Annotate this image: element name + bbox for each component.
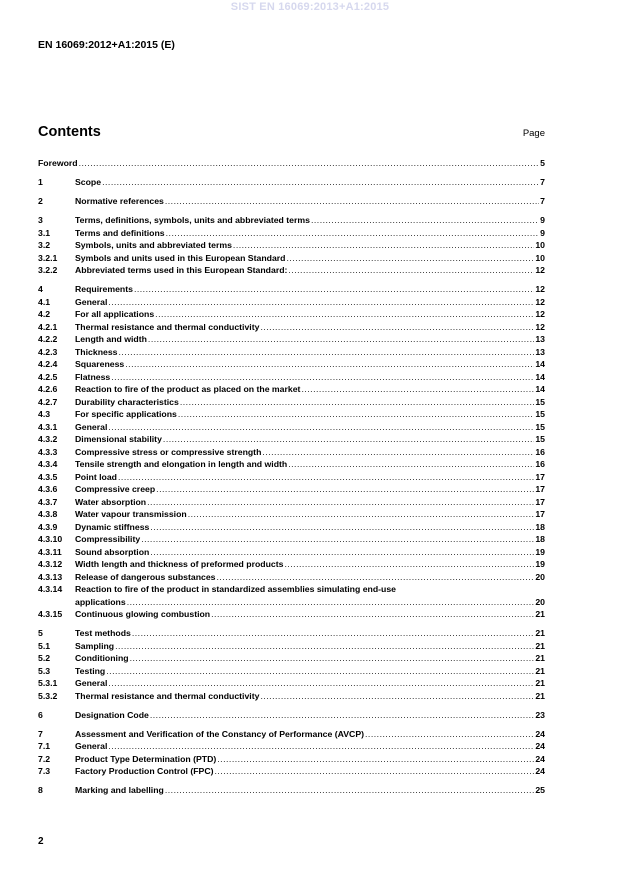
toc-entry-title: Compressive stress or compressive strength	[75, 446, 262, 457]
toc-entry-page: 10	[535, 252, 545, 263]
toc-entry-number: 5	[38, 628, 43, 638]
toc-entry-page: 15	[535, 421, 545, 432]
toc-entry-title: Width length and thickness of preformed products	[75, 559, 284, 569]
toc-entry-title: Sampling	[75, 640, 115, 651]
toc-entry[interactable]	[38, 640, 545, 653]
toc-entry[interactable]	[38, 333, 545, 346]
toc-entry-title: General	[75, 678, 108, 688]
toc-entry-page: 16	[535, 446, 545, 457]
toc-entry[interactable]	[38, 627, 545, 640]
toc-entry-number: 4.3.9	[38, 521, 58, 532]
dot-leader	[108, 740, 534, 753]
toc-entry-page: 17	[535, 509, 545, 519]
dot-leader	[108, 677, 534, 690]
toc-entry-page: 24	[535, 766, 545, 776]
dot-leader	[233, 239, 534, 252]
toc-entry-page: 15	[535, 396, 545, 407]
dot-leader	[260, 690, 534, 703]
toc-entry-page: 12	[535, 265, 545, 275]
toc-entry-number: 4.3.6	[38, 484, 58, 494]
toc-entry-title: Length and width	[75, 334, 147, 344]
toc-entry[interactable]	[38, 321, 545, 334]
dot-leader	[130, 652, 535, 665]
toc-entry[interactable]	[38, 677, 545, 690]
toc-entry[interactable]	[38, 508, 545, 521]
toc-entry-title: Dimensional stability	[75, 434, 162, 444]
dot-leader	[108, 421, 534, 434]
toc-entry-title: Tensile strength and elongation in length and width	[75, 459, 288, 469]
toc-entry-number: 3	[38, 215, 43, 225]
toc-entry-number: 7.1	[38, 741, 51, 751]
toc-entry-title: Normative references	[75, 196, 164, 206]
toc-entry-title: Requirements	[75, 284, 133, 294]
toc-entry-page: 23	[535, 709, 545, 720]
toc-entry-title: Conditioning	[75, 653, 129, 663]
toc-entry-page: 21	[535, 665, 545, 676]
dot-leader	[119, 346, 535, 359]
toc-entry[interactable]	[38, 308, 545, 321]
toc-entry-title: Squareness	[75, 359, 125, 369]
toc-entry[interactable]	[38, 471, 545, 484]
toc-entry[interactable]	[38, 176, 545, 189]
toc-entry-page: 24	[535, 753, 545, 764]
dot-leader	[262, 446, 534, 459]
toc-entry[interactable]	[38, 227, 545, 240]
toc-entry[interactable]	[38, 433, 545, 446]
toc-entry-number: 5.3	[38, 665, 51, 676]
toc-entry[interactable]	[38, 214, 545, 227]
toc-entry-number: 3.1	[38, 227, 51, 238]
dot-leader	[132, 627, 534, 640]
toc-entry-page: 21	[535, 690, 545, 701]
toc-entry-number: 4.3.4	[38, 459, 58, 469]
dot-leader	[165, 195, 539, 208]
toc-entry-page: 15	[535, 434, 545, 444]
toc-entry-title: Symbols and units used in this European Standard	[75, 252, 286, 263]
toc-entry-title: General	[75, 296, 108, 307]
toc-entry-number: 7.2	[38, 753, 51, 764]
toc-entry-page: 19	[535, 546, 545, 557]
toc-entry-page: 9	[540, 227, 545, 238]
toc-entry-number: 4.3.11	[38, 546, 62, 557]
dot-leader	[118, 471, 534, 484]
toc-entry-page: 16	[535, 459, 545, 469]
toc-entry-page: 20	[535, 596, 545, 607]
dot-leader	[163, 433, 534, 446]
toc-entry[interactable]	[38, 296, 545, 309]
toc-entry-number: 4.3	[38, 409, 51, 419]
toc-entry[interactable]	[38, 446, 545, 459]
toc-entry-page: 21	[535, 609, 545, 619]
toc-entry-title: For specific applications	[75, 409, 177, 419]
toc-entry-title: Sound absorption	[75, 546, 150, 557]
toc-entry-title: Factory Production Control (FPC)	[75, 766, 214, 776]
toc-entry-number: 4.2.2	[38, 334, 58, 344]
toc-entry-number: 4.2	[38, 309, 51, 319]
toc-entry-page: 10	[535, 240, 545, 250]
toc-entry-number: 5.3.1	[38, 678, 58, 688]
toc-entry-title: Symbols, units and abbreviated terms	[75, 240, 232, 250]
toc-entry-page: 21	[535, 678, 545, 688]
toc-entry-number: 4.3.5	[38, 471, 58, 482]
toc-entry-number: 4.3.7	[38, 496, 58, 507]
toc-entry-number: 4.3.1	[38, 421, 58, 432]
toc-entry[interactable]	[38, 571, 545, 584]
toc-entry-number: 4.2.3	[38, 346, 58, 357]
toc-entry-number: 4.3.3	[38, 446, 58, 457]
toc-entry[interactable]	[38, 558, 545, 571]
toc-entry[interactable]	[38, 157, 545, 170]
toc-entry-title: Water absorption	[75, 496, 147, 507]
toc-entry-page: 15	[535, 409, 545, 419]
toc-entry-number: 5.3.2	[38, 690, 58, 701]
toc-entry[interactable]	[38, 583, 545, 608]
toc-entry[interactable]	[38, 283, 545, 296]
toc-entry-number: 7	[38, 728, 43, 739]
dot-leader	[134, 283, 534, 296]
watermark: SIST EN 16069:2013+A1:2015	[230, 1, 390, 13]
toc-entry[interactable]	[38, 346, 545, 359]
toc-entry-page: 12	[535, 284, 545, 294]
dot-leader	[127, 596, 535, 609]
toc-entry[interactable]	[38, 608, 545, 621]
toc-entry-number: 7.3	[38, 766, 51, 776]
dot-leader	[165, 784, 535, 797]
toc-entry-page: 17	[535, 484, 545, 494]
toc-entry-page: 17	[535, 496, 545, 507]
toc-entry-title: Reaction to fire of the product in standardized assemblies simulating end-use	[75, 584, 397, 594]
toc-entry-title: Reaction to fire of the product as placed on the market	[75, 384, 301, 394]
dot-leader	[286, 252, 534, 265]
toc-entry-page: 12	[535, 309, 545, 319]
dot-leader	[288, 458, 534, 471]
toc-entry-page: 12	[535, 296, 545, 307]
toc-entry-title: Compressive creep	[75, 484, 156, 494]
dot-leader	[156, 483, 534, 496]
dot-leader	[111, 371, 534, 384]
toc-entry-page: 18	[535, 521, 545, 532]
toc-entry-page: 14	[535, 359, 545, 369]
toc-entry[interactable]	[38, 239, 545, 252]
toc-entry-title: Terms, definitions, symbols, units and abbreviated terms	[75, 215, 310, 225]
toc-entry[interactable]	[38, 483, 545, 496]
dot-leader	[188, 508, 535, 521]
toc-entry-number: 4.3.10	[38, 534, 63, 544]
toc-entry-page: 19	[535, 559, 545, 569]
toc-entry-title: Continuous glowing combustion	[75, 609, 211, 619]
toc-entry-number: 8	[38, 785, 43, 795]
dot-leader	[217, 571, 535, 584]
toc-entry-page: 7	[540, 177, 545, 187]
toc-entry-title: Scope	[75, 177, 102, 187]
toc-entry[interactable]	[38, 521, 545, 534]
toc-entry-number: 4.2.4	[38, 359, 58, 369]
toc-entry-title: Designation Code	[75, 709, 149, 720]
toc-entry-number: 5.1	[38, 640, 51, 651]
dot-leader	[217, 753, 534, 766]
contents-title: Contents	[38, 124, 101, 140]
dot-leader	[311, 214, 539, 227]
toc-entry-number: 4.3.15	[38, 609, 63, 619]
toc-entry-number: 4.2.6	[38, 384, 58, 394]
dot-leader	[180, 396, 535, 409]
toc-entry-number: 4.3.2	[38, 434, 58, 444]
dot-leader	[150, 521, 534, 534]
toc-entry-page: 21	[535, 640, 545, 651]
toc-entry-title: Foreword	[38, 158, 78, 168]
toc-entry-number: 4.3.12	[38, 559, 63, 569]
toc-entry-page: 21	[535, 628, 545, 638]
toc-entry-page: 9	[540, 215, 545, 225]
toc-entry-title: Thermal resistance and thermal conductivity	[75, 690, 260, 701]
toc-entry[interactable]	[38, 753, 545, 766]
toc-entry-title: Product Type Determination (PTD)	[75, 753, 217, 764]
toc-entry-page: 7	[540, 196, 545, 206]
toc-entry-number: 4.3.14	[38, 584, 63, 594]
page-column-label: Page	[522, 128, 545, 139]
toc-entry-title: Thickness	[75, 346, 118, 357]
dot-leader	[108, 296, 534, 309]
toc-entry-page: 5	[540, 158, 545, 168]
toc-entry-title: General	[75, 421, 108, 432]
dot-leader	[102, 176, 539, 189]
dot-leader	[125, 358, 534, 371]
dot-leader	[155, 308, 534, 321]
toc-entry[interactable]	[38, 458, 545, 471]
toc-entry[interactable]	[38, 264, 545, 277]
toc-entry-number: 5.2	[38, 653, 51, 663]
toc-entry[interactable]	[38, 652, 545, 665]
dot-leader	[260, 321, 534, 334]
dot-leader	[211, 608, 534, 621]
toc-entry-page: 21	[535, 653, 545, 663]
toc-entry-page: 12	[535, 321, 545, 332]
dot-leader	[141, 533, 534, 546]
toc-entry[interactable]	[38, 195, 545, 208]
toc-entry-title: Flatness	[75, 371, 111, 382]
toc-entry-title: Terms and definitions	[75, 227, 165, 238]
toc-entry-number: 4.2.5	[38, 371, 58, 382]
toc-entry[interactable]	[38, 546, 545, 559]
toc-entry[interactable]	[38, 765, 545, 778]
toc-entry[interactable]	[38, 408, 545, 421]
toc-entry-page: 24	[535, 728, 545, 739]
toc-entry-number: 6	[38, 709, 43, 720]
toc-entry[interactable]	[38, 709, 545, 722]
toc-entry-page: 20	[535, 571, 545, 582]
toc-entry-page: 17	[535, 471, 545, 482]
toc-entry-number: 4.2.1	[38, 321, 58, 332]
toc-entry-number: 4.3.13	[38, 571, 63, 582]
toc-entry-number: 4	[38, 284, 43, 294]
toc-entry[interactable]	[38, 421, 545, 434]
toc-entry-page: 25	[535, 785, 545, 795]
dot-leader	[148, 333, 534, 346]
toc-entry-page: 14	[535, 371, 545, 382]
dot-leader	[79, 157, 540, 170]
toc-entry-number: 4.1	[38, 296, 51, 307]
toc-entry[interactable]	[38, 690, 545, 703]
toc-entry[interactable]	[38, 665, 545, 678]
toc-entry-title: Thermal resistance and thermal conductivity	[75, 321, 260, 332]
toc-entry[interactable]	[38, 728, 545, 741]
dot-leader	[166, 227, 540, 240]
dot-leader	[150, 546, 534, 559]
page-number: 2	[38, 836, 44, 847]
toc-entry-page: 18	[535, 534, 545, 544]
toc-entry-page: 13	[535, 346, 545, 357]
toc-entry-number: 4.3.8	[38, 509, 58, 519]
toc-entry[interactable]	[38, 383, 545, 396]
toc-entry-title: Point load	[75, 471, 117, 482]
toc-entry[interactable]	[38, 740, 545, 753]
dot-leader	[365, 728, 534, 741]
dot-leader	[178, 408, 534, 421]
toc-entry-title: For all applications	[75, 309, 155, 319]
table-of-contents	[38, 157, 545, 797]
dot-leader	[150, 709, 534, 722]
toc-entry-title: Dynamic stiffness	[75, 521, 150, 532]
dot-leader	[115, 640, 534, 653]
toc-entry-number: 3.2.2	[38, 265, 58, 275]
toc-entry-title: General	[75, 741, 108, 751]
toc-entry-title: Assessment and Verification of the Constancy of Performance (AVCP)	[75, 728, 365, 739]
toc-entry[interactable]	[38, 252, 545, 265]
dot-leader	[284, 558, 534, 571]
dot-leader	[215, 765, 535, 778]
toc-entry-page: 13	[535, 334, 545, 344]
toc-entry-title: Abbreviated terms used in this European Standard:	[75, 265, 288, 275]
toc-entry-number: 2	[38, 196, 43, 206]
toc-entry-number: 1	[38, 177, 43, 187]
toc-entry-page: 24	[535, 741, 545, 751]
toc-entry[interactable]	[38, 358, 545, 371]
toc-entry-title: Release of dangerous substances	[75, 571, 216, 582]
toc-entry-title: Testing	[75, 665, 106, 676]
dot-leader	[106, 665, 534, 678]
toc-entry-page: 14	[535, 384, 545, 394]
toc-entry-title: Durability characteristics	[75, 396, 179, 407]
dot-leader	[288, 264, 534, 277]
toc-entry-title: Marking and labelling	[75, 785, 164, 795]
document-identifier: EN 16069:2012+A1:2015 (E)	[38, 39, 175, 51]
toc-entry[interactable]	[38, 396, 545, 409]
toc-entry[interactable]	[38, 784, 545, 797]
toc-entry-title-continued: applications	[75, 596, 126, 607]
dot-leader	[147, 496, 534, 509]
toc-entry-number: 4.2.7	[38, 396, 58, 407]
toc-entry-number: 3.2	[38, 240, 51, 250]
toc-entry[interactable]	[38, 496, 545, 509]
toc-entry[interactable]	[38, 371, 545, 384]
dot-leader	[301, 383, 534, 396]
toc-entry-title: Compressibility	[75, 534, 141, 544]
toc-entry-title: Water vapour transmission	[75, 509, 187, 519]
toc-entry-title: Test methods	[75, 628, 131, 638]
toc-entry[interactable]	[38, 533, 545, 546]
toc-entry-number: 3.2.1	[38, 252, 58, 263]
